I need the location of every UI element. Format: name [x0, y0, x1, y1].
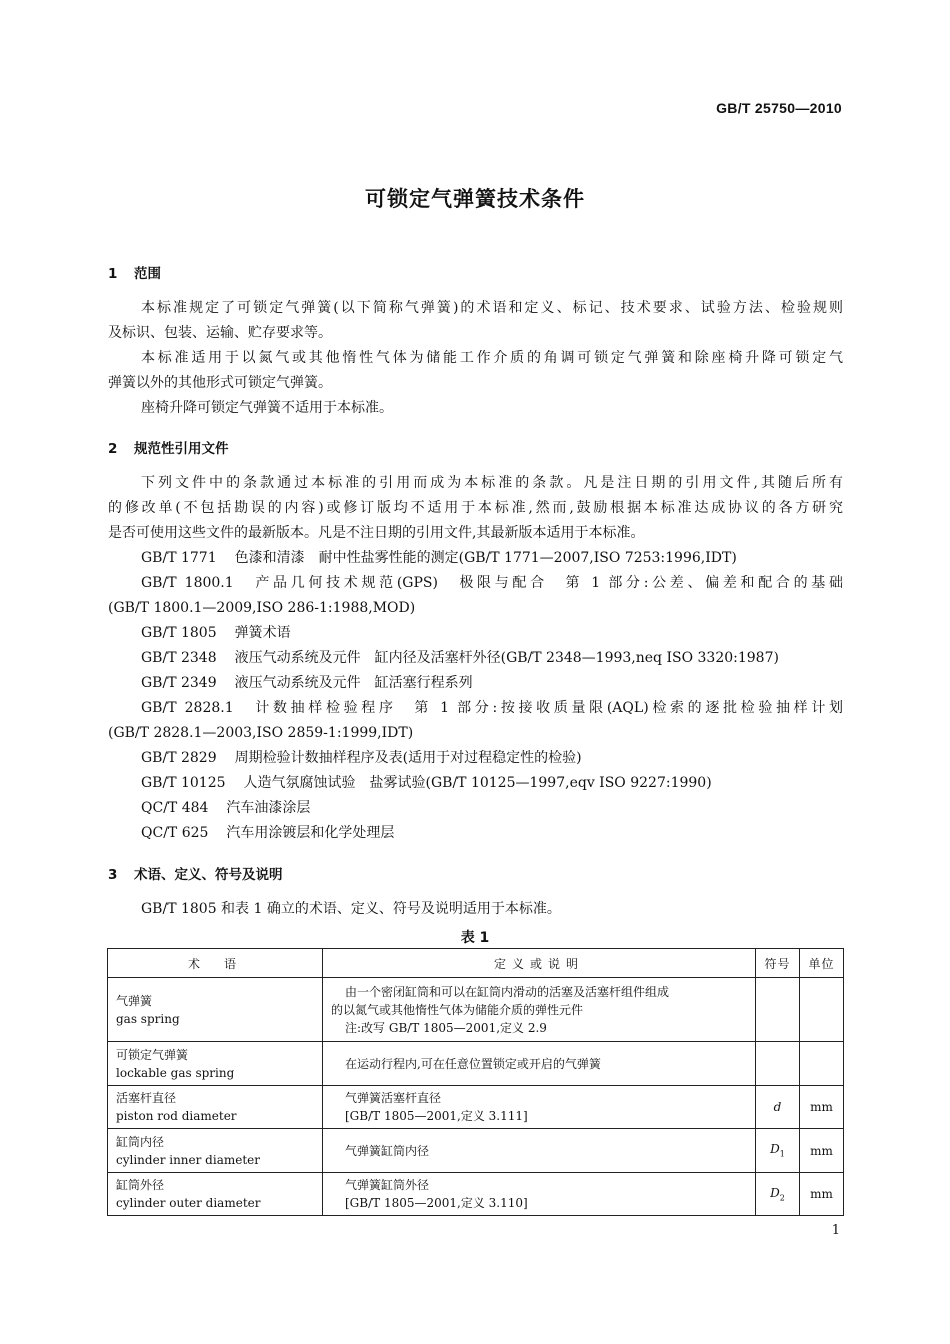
definition-line: 气弹簧活塞杆直径: [345, 1091, 442, 1105]
reference-item: [108, 571, 843, 596]
definition-cell: [323, 1042, 756, 1086]
reference-code: GB/T 1805: [141, 625, 217, 641]
header-unit: 单位: [800, 949, 844, 978]
table-row: [108, 978, 844, 1042]
reference-item: [141, 621, 291, 646]
definition-cell: [323, 1173, 756, 1216]
definition-cell: [323, 1086, 756, 1129]
reference-item: [141, 546, 737, 571]
reference-code: GB/T 2349: [141, 675, 217, 691]
section-3-number: 3: [108, 867, 118, 883]
symbol-cell: d: [756, 1086, 800, 1129]
symbol-cell: [756, 1129, 800, 1173]
term-zh: 可锁定气弹簧: [116, 1047, 189, 1062]
term-cell: [108, 978, 323, 1042]
section-1-p1-line-2: 及标识、包装、运输、贮存要求等。: [108, 325, 332, 341]
term-zh: 缸筒内径: [116, 1134, 165, 1149]
section-1-paragraph-2: [108, 346, 843, 396]
symbol-letter: D: [770, 1142, 780, 1157]
unit-cell: [800, 978, 844, 1042]
symbol-subscript: 1: [779, 1149, 785, 1159]
term-cell: [108, 1042, 323, 1086]
reference-code: GB/T 2829: [141, 750, 217, 766]
unit-cell: mm: [800, 1086, 844, 1129]
table-row: [108, 1086, 844, 1129]
reference-item: [141, 646, 779, 671]
term-cell: [108, 1173, 323, 1216]
section-3-intro: GB/T 1805 和表 1 确立的术语、定义、符号及说明适用于本标准。: [141, 901, 561, 917]
reference-title: 周期检验计数抽样程序及表(适用于对过程稳定性的检验): [234, 750, 582, 766]
term-cell: [108, 1086, 323, 1129]
unit-cell: [800, 1042, 844, 1086]
section-2-heading: [108, 437, 229, 457]
section-2-intro-line-2: 的修改单(不包括勘误的内容)或修订版均不适用于本标准,然而,鼓励根据本标准达成协议的各方研究: [108, 500, 843, 516]
header-definition: 定义或说明: [323, 949, 756, 978]
unit-cell: mm: [800, 1129, 844, 1173]
reference-code: QC/T 484: [141, 800, 209, 816]
definition-cell: [323, 1129, 756, 1173]
symbol-cell: [756, 1173, 800, 1216]
section-2-number: 2: [108, 441, 118, 457]
terms-table: [107, 948, 844, 1216]
section-1-paragraph-3: 座椅升降可锁定气弹簧不适用于本标准。: [141, 400, 393, 416]
definition-line: 在运动行程内,可在任意位置锁定或开启的气弹簧: [345, 1056, 601, 1071]
reference-title: 色漆和清漆 耐中性盐雾性能的测定(GB/T 1771—2007,ISO 7253:1996,IDT): [234, 550, 737, 566]
reference-item: [141, 671, 473, 696]
section-1-p2-line-1: 本标准适用于以氮气或其他惰性气体为储能工作介质的角调可锁定气弹簧和除座椅升降可锁定气: [141, 350, 843, 366]
section-1-p2-line-2: 弹簧以外的其他形式可锁定气弹簧。: [108, 375, 332, 391]
reference-code: GB/T 10125: [141, 775, 226, 791]
definition-line: 的以氮气或其他惰性气体为储能介质的弹性元件: [331, 1002, 584, 1017]
term-en: lockable gas spring: [116, 1065, 235, 1080]
definition-line: 气弹簧缸筒外径: [345, 1178, 430, 1192]
definition-line: 由一个密闭缸筒和可以在缸筒内滑动的活塞及活塞杆组件组成: [345, 984, 670, 999]
reference-item-continuation: (GB/T 2828.1—2003,ISO 2859-1:1999,IDT): [108, 725, 414, 741]
definition-note: 注:改写 GB/T 1805—2001,定义 2.9: [345, 1020, 547, 1035]
reference-title: 弹簧术语: [234, 625, 291, 641]
table-caption: 表 1: [460, 930, 490, 946]
section-2-intro-line-3: 是否可使用这些文件的最新版本。凡是不注日期的引用文件,其最新版本适用于本标准。: [108, 525, 645, 541]
standard-number: GB/T 25750—2010: [716, 100, 842, 116]
section-2-intro-line-1: 下列文件中的条款通过本标准的引用而成为本标准的条款。凡是注日期的引用文件,其随后所有: [141, 475, 843, 491]
term-en: cylinder outer diameter: [116, 1196, 261, 1210]
reference-title: 液压气动系统及元件 缸活塞行程系列: [234, 675, 473, 691]
definition-cell: [323, 978, 756, 1042]
reference-item: [141, 746, 582, 771]
symbol-subscript: 2: [779, 1193, 785, 1203]
reference-item: [141, 771, 712, 796]
symbol-cell: [756, 1042, 800, 1086]
reference-code: GB/T 1771: [141, 550, 217, 566]
section-2-title: 规范性引用文件: [134, 441, 229, 457]
reference-code: QC/T 625: [141, 825, 209, 841]
section-1-paragraph-1: [108, 296, 843, 346]
table-row: [108, 1129, 844, 1173]
reference-title: 汽车用涂镀层和化学处理层: [226, 825, 395, 841]
section-1-heading: [108, 262, 161, 282]
reference-item-continuation: (GB/T 1800.1—2009,ISO 286-1:1988,MOD): [108, 600, 416, 616]
reference-code: GB/T 1800.1: [141, 575, 234, 591]
reference-item: [141, 821, 394, 846]
page-number: 1: [831, 1223, 840, 1238]
term-en: gas spring: [116, 1011, 180, 1026]
reference-title: 计数抽样检验程序 第 1 部分:按接收质量限(AQL)检索的逐批检验抽样计划: [251, 700, 843, 716]
reference-title: 汽车油漆涂层: [226, 800, 311, 816]
section-1-p1-line-1: 本标准规定了可锁定气弹簧(以下简称气弹簧)的术语和定义、标记、技术要求、试验方法、检验规则: [141, 300, 843, 316]
reference-code: GB/T 2348: [141, 650, 217, 666]
document-title: 可锁定气弹簧技术条件: [365, 187, 585, 211]
symbol-letter: D: [770, 1185, 780, 1200]
term-cell: [108, 1129, 323, 1173]
reference-item: [141, 796, 310, 821]
term-en: cylinder inner diameter: [116, 1152, 260, 1167]
term-zh: 活塞杆直径: [116, 1091, 177, 1105]
definition-line: 气弹簧缸筒内径: [345, 1143, 430, 1158]
section-3-title: 术语、定义、符号及说明: [134, 867, 283, 883]
reference-title: 产品几何技术规范(GPS) 极限与配合 第 1 部分:公差、偏差和配合的基础: [251, 575, 843, 591]
term-zh: 缸筒外径: [116, 1178, 165, 1192]
term-en: piston rod diameter: [116, 1109, 237, 1123]
section-1-title: 范围: [134, 266, 161, 282]
header-symbol: 符号: [756, 949, 800, 978]
reference-title: 人造气氛腐蚀试验 盐雾试验(GB/T 10125—1997,eqv ISO 9227:1990): [243, 775, 712, 791]
table-header-row: [108, 949, 844, 978]
reference-item: [108, 696, 843, 721]
definition-reference: [GB/T 1805—2001,定义 3.111]: [345, 1109, 528, 1123]
reference-code: GB/T 2828.1: [141, 700, 234, 716]
symbol-cell: [756, 978, 800, 1042]
section-3-heading: [108, 863, 283, 883]
table-row: [108, 1042, 844, 1086]
unit-cell: mm: [800, 1173, 844, 1216]
section-2-intro: [108, 471, 843, 546]
section-1-number: 1: [108, 266, 118, 282]
term-zh: 气弹簧: [116, 993, 153, 1008]
header-term: 术 语: [108, 949, 323, 978]
table-row: [108, 1173, 844, 1216]
reference-title: 液压气动系统及元件 缸内径及活塞杆外径(GB/T 2348—1993,neq ISO 3320:1987): [234, 650, 779, 666]
definition-reference: [GB/T 1805—2001,定义 3.110]: [345, 1196, 528, 1210]
